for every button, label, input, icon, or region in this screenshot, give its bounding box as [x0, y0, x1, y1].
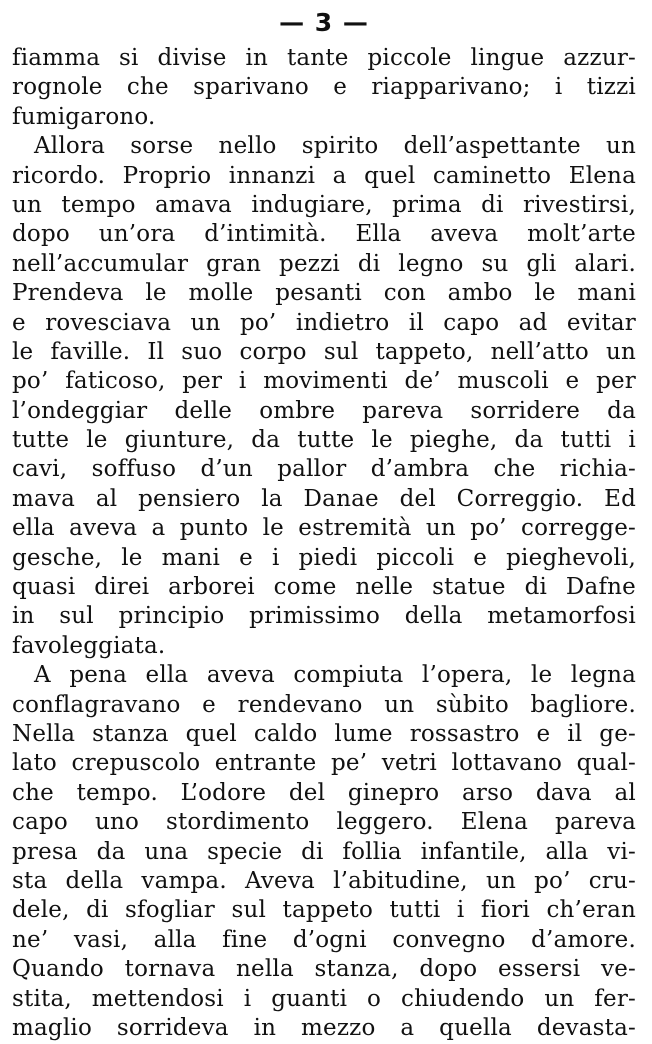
- text-line: nell’accumular gran pezzi di legno su gli alari.: [12, 250, 636, 277]
- text-line: gesche, le mani e i piedi piccoli e pieghevoli,: [12, 544, 636, 571]
- text-line: fiamma si divise in tante piccole lingue azzur-: [12, 45, 636, 71]
- text-line: Prendeva le molle pesanti con ambo le mani: [12, 280, 636, 307]
- paragraph-1: [12, 44, 636, 132]
- text-line: presa da una specie di follia infantile, alla vi-: [12, 838, 636, 865]
- text-line: stita, mettendosi i guanti o chiudendo un fer-: [12, 985, 636, 1012]
- text-line: dele, di sfogliar sul tappeto tutti i fiori ch’eran: [12, 897, 636, 924]
- text-line: lato crepuscolo entrante pe’ vetri lottavano qual-: [12, 750, 636, 777]
- text-line: rognole che sparivano e riapparivano; i tizzi: [12, 74, 636, 101]
- text-line: ricordo. Proprio innanzi a quel caminetto Elena: [12, 162, 636, 189]
- text-line: mava al pensiero la Danae del Correggio. Ed: [12, 485, 636, 512]
- text-line: sta della vampa. Aveva l’abitudine, un po’ cru-: [12, 867, 636, 894]
- paragraph-3: [12, 661, 636, 1043]
- text-line: favoleggiata.: [12, 632, 166, 659]
- text-line: ne’ vasi, alla fine d’ogni convegno d’amore.: [12, 926, 636, 953]
- text-line: tutte le giunture, da tutte le pieghe, da tutti i: [12, 427, 636, 454]
- text-line: Allora sorse nello spirito dell’aspettante un: [34, 133, 636, 160]
- text-line: l’ondeggiar delle ombre pareva sorridere da: [12, 397, 636, 424]
- text-line: che tempo. L’odore del ginepro arso dava al: [12, 779, 636, 806]
- text-line: un tempo amava indugiare, prima di rivestirsi,: [12, 191, 636, 218]
- text-line: A pena ella aveva compiuta l’opera, le legna: [34, 662, 636, 689]
- text-line: e rovesciava un po’ indietro il capo ad evitar: [12, 309, 636, 336]
- paragraph-2: [12, 132, 636, 661]
- text-line: dopo un’ora d’intimità. Ella aveva molt’arte: [12, 221, 636, 248]
- text-line: conflagravano e rendevano un sùbito bagliore.: [12, 691, 636, 718]
- text-line: Quando tornava nella stanza, dopo essersi ve-: [12, 956, 636, 983]
- page-number: — 3 —: [279, 8, 369, 37]
- text-line: quasi direi arborei come nelle statue di Dafne: [12, 574, 636, 601]
- text-line: capo uno stordimento leggero. Elena pareva: [12, 809, 636, 836]
- text-line: cavi, soffuso d’un pallor d’ambra che richia-: [12, 456, 636, 483]
- text-line: maglio sorrideva in mezzo a quella devasta-: [12, 1014, 636, 1041]
- text-line: ella aveva a punto le estremità un po’ corregge-: [12, 515, 636, 542]
- text-line: le faville. Il suo corpo sul tappeto, nell’atto un: [12, 338, 636, 365]
- text-line: in sul principio primissimo della metamorfosi: [12, 603, 636, 630]
- text-line: Nella stanza quel caldo lume rossastro e il ge-: [12, 720, 636, 747]
- text-line: fumigarono.: [12, 103, 156, 130]
- text-line: po’ faticoso, per i movimenti de’ muscoli e per: [12, 368, 636, 395]
